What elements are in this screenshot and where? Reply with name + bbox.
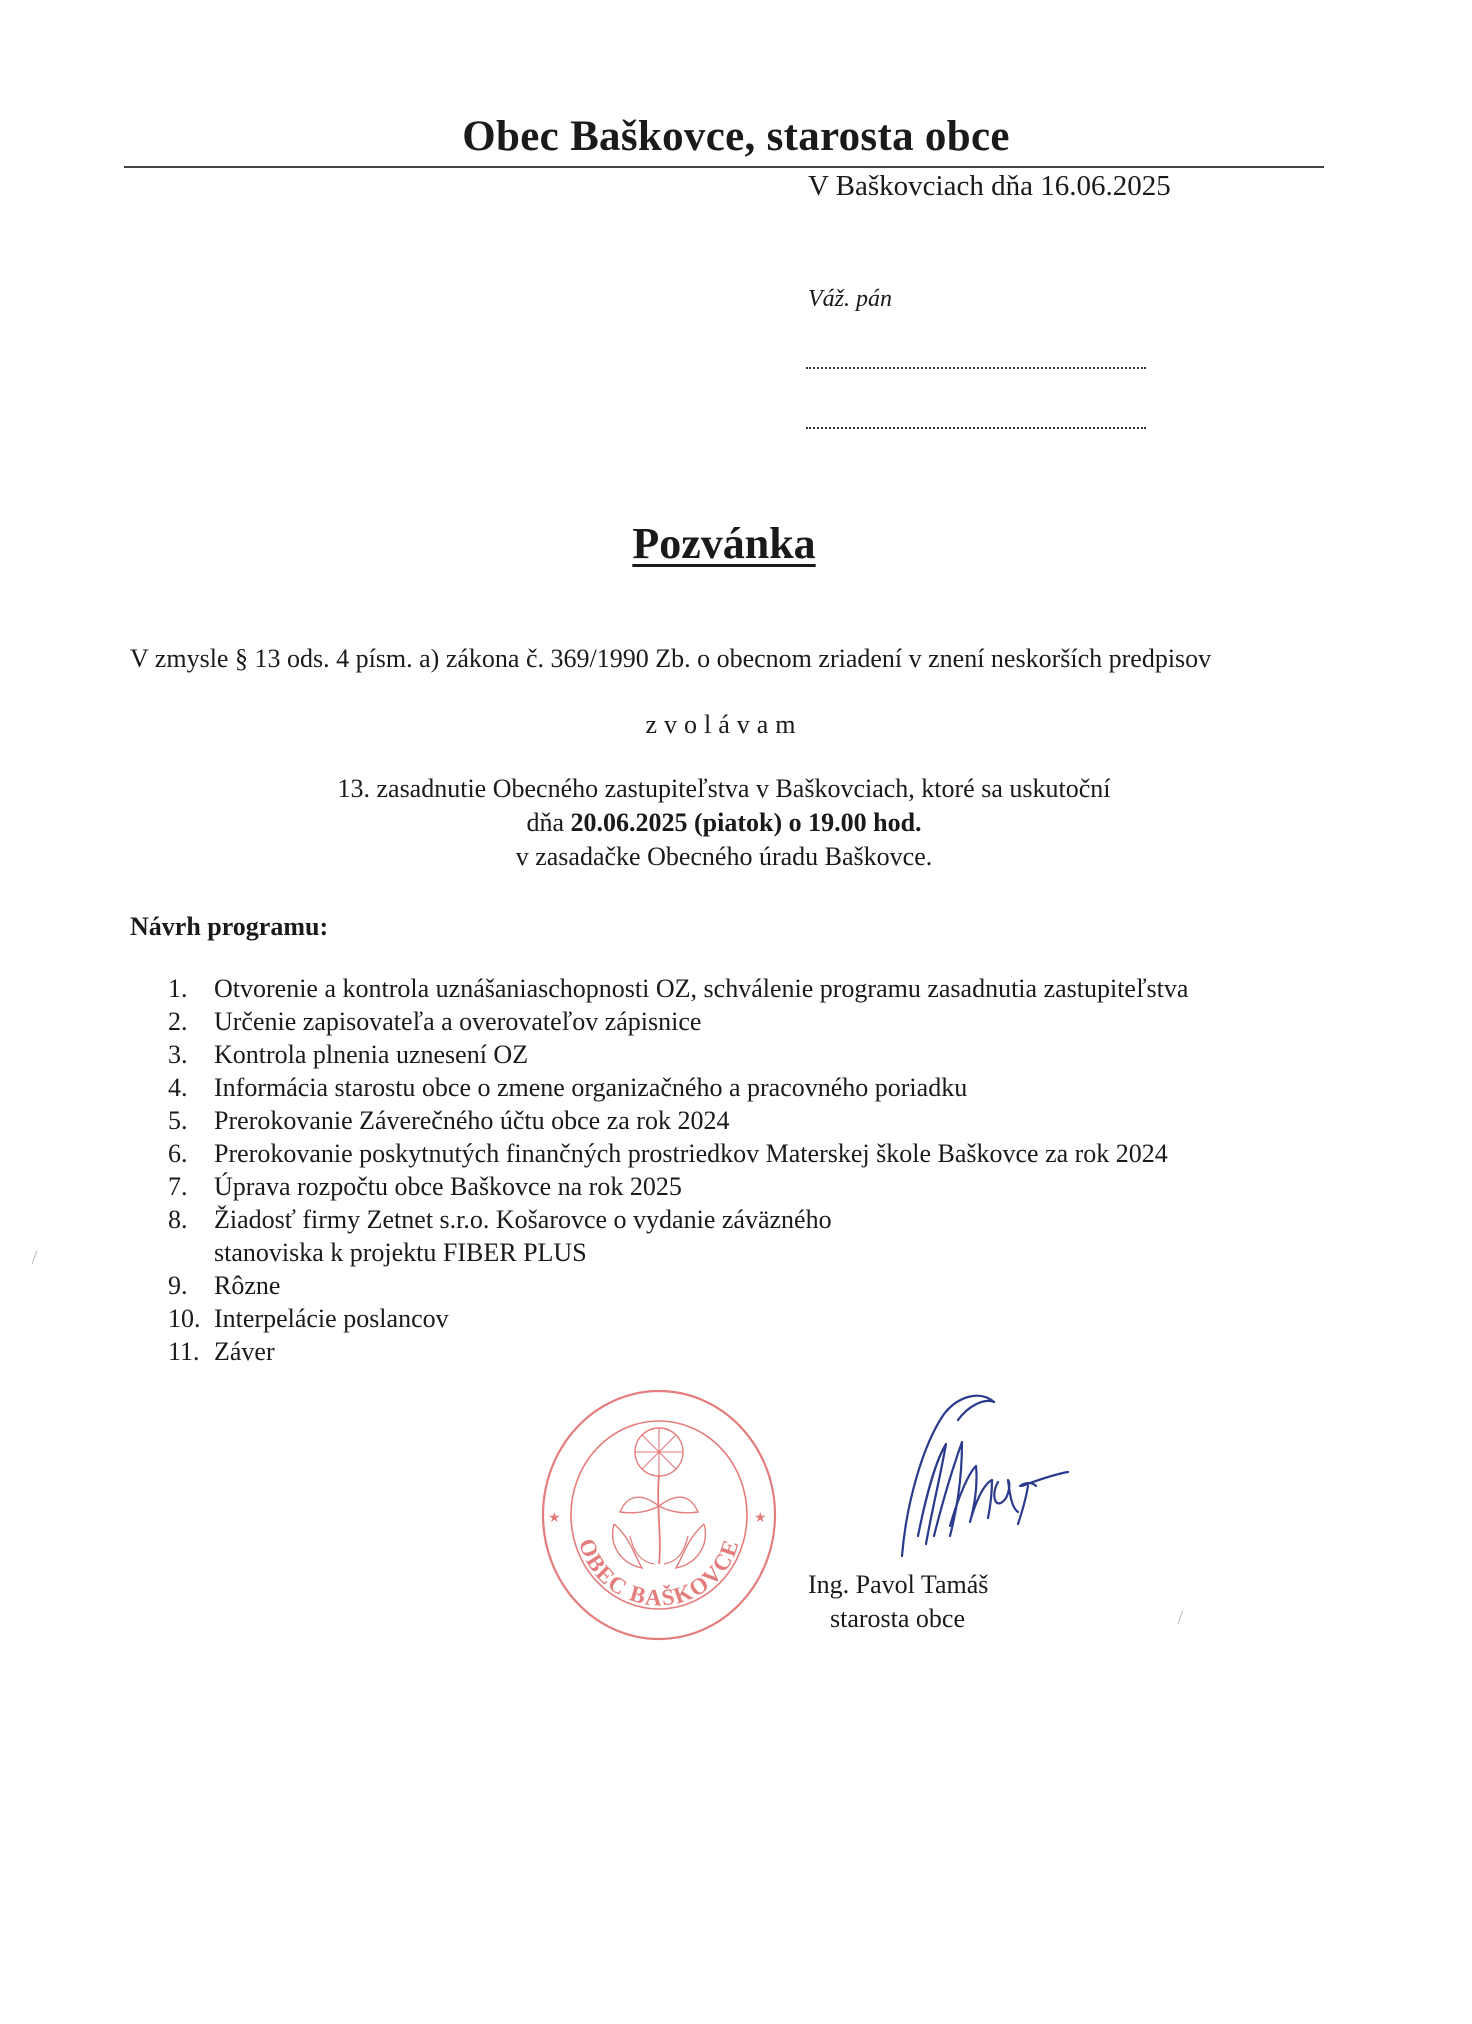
agenda-item-number: 5. [168, 1106, 188, 1135]
addressee-address-blank [806, 427, 1146, 429]
agenda-item [168, 1137, 1328, 1170]
agenda-item-text: Prerokovanie Záverečného účtu obce za rok 2024 [214, 1106, 730, 1135]
municipality-header-title: Obec Baškovce, starosta obce [462, 113, 1010, 160]
agenda-item-number: 2. [168, 1007, 188, 1036]
agenda-item [168, 972, 1328, 1005]
handwritten-signature [872, 1386, 1072, 1572]
agenda-title: Návrh programu: [130, 912, 329, 941]
document-title [0, 518, 1448, 569]
agenda-item-text: Otvorenie a kontrola uznášaniaschopnosti OZ, schválenie programu zasadnutia zastupiteľstva [214, 974, 1189, 1003]
salutation: Váž. pán [808, 286, 892, 312]
agenda-item-text: Žiadosť firmy Zetnet s.r.o. Košarovce o vydanie záväzného stanoviska k projektu FIBER PLUS [214, 1205, 832, 1267]
header-divider [124, 166, 1324, 168]
agenda-item-text: Určenie zapisovateľa a overovateľov zápisnice [214, 1007, 702, 1036]
svg-text:★: ★ [754, 1510, 767, 1526]
agenda-item-number: 3. [168, 1040, 188, 1069]
agenda-item-number: 9. [168, 1271, 188, 1300]
agenda-item-number: 1. [168, 974, 188, 1003]
meeting-datetime-line [0, 808, 1448, 838]
svg-text:★: ★ [548, 1510, 561, 1526]
scan-speck [1178, 1610, 1184, 1623]
agenda-item-text: Kontrola plnenia uznesení OZ [214, 1040, 529, 1069]
agenda-item-text: Rôzne [214, 1271, 281, 1300]
agenda-item [168, 1071, 1328, 1104]
agenda-item [168, 1335, 1328, 1368]
meeting-location: v zasadačke Obecného úradu Baškovce. [515, 842, 933, 871]
agenda-item-number: 6. [168, 1139, 188, 1168]
municipal-seal-stamp [538, 1386, 780, 1644]
legal-basis-paragraph: V zmysle § 13 ods. 4 písm. a) zákona č. 369/1990 Zb. o obecnom zriadení v znení neskorších predpisov [130, 644, 1212, 673]
addressee-name-blank [806, 367, 1146, 369]
agenda-item [168, 1302, 1328, 1335]
meeting-date-prefix: dňa [526, 808, 564, 837]
agenda-item [168, 1104, 1328, 1137]
agenda-item-number: 11. [168, 1337, 200, 1366]
document-title-text: Pozvánka [632, 519, 816, 568]
agenda-item-number: 4. [168, 1073, 188, 1102]
date-line: V Baškovciach dňa 16.06.2025 [808, 170, 1171, 202]
signatory-role: starosta obce [830, 1604, 966, 1633]
agenda-item-text: Úprava rozpočtu obce Baškovce na rok 2025 [214, 1172, 682, 1201]
agenda-item-text: Informácia starostu obce o zmene organizačného a pracovného poriadku [214, 1073, 968, 1102]
agenda-item-number: 10. [168, 1304, 201, 1333]
agenda-item [168, 1203, 1328, 1269]
agenda-item-text: Záver [214, 1337, 275, 1366]
agenda-item-number: 8. [168, 1205, 188, 1234]
agenda-item [168, 1170, 1328, 1203]
agenda-item [168, 1269, 1328, 1302]
agenda-list [168, 972, 1328, 1368]
meeting-line: 13. zasadnutie Obecného zastupiteľstva v Baškovciach, ktoré sa uskutoční [337, 774, 1111, 803]
agenda-item-text: Prerokovanie poskytnutých finančných prostriedkov Materskej škole Baškovce za rok 2024 [214, 1139, 1168, 1168]
meeting-datetime: 20.06.2025 (piatok) o 19.00 hod. [570, 808, 922, 837]
signatory-name: Ing. Pavol Tamáš [808, 1570, 989, 1599]
seal-inscription: OBEC BAŠKOVCE [573, 1535, 744, 1611]
scan-speck [32, 1250, 38, 1263]
convene-statement: zvolávam [645, 710, 803, 739]
agenda-item-number: 7. [168, 1172, 188, 1201]
agenda-item [168, 1038, 1328, 1071]
agenda-item-text: Interpelácie poslancov [214, 1304, 449, 1333]
agenda-item [168, 1005, 1328, 1038]
